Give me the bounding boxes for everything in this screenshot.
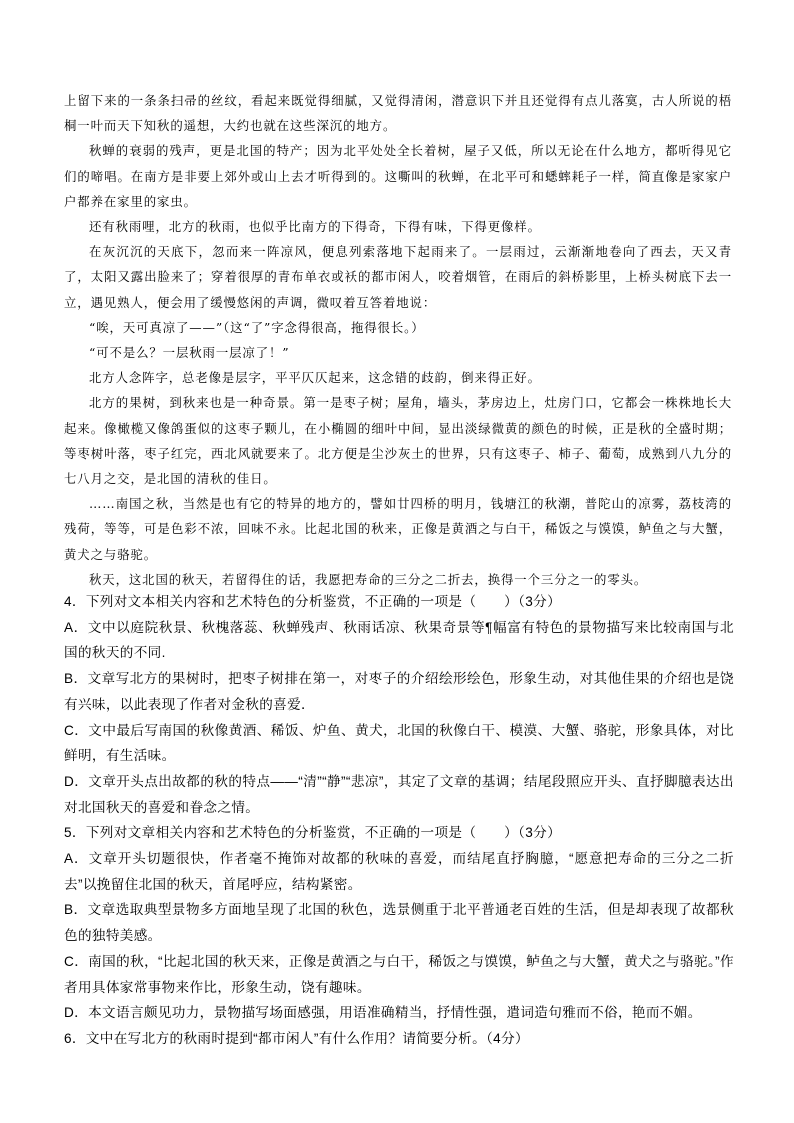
passage-paragraph: 在灰沉沉的天底下，忽而来一阵凉风，便息列索落地下起雨来了。一层雨过，云渐渐地卷向了西去，天又青了，太阳又露出脸来了；穿着很厚的青布单衣或袄的都市闲人，咬着烟管，在雨后的斜桥影里，上桥头树底下去一立，遇见熟人，便会用了缓慢悠闲的声调，微叹着互答着地说： bbox=[64, 244, 732, 310]
passage-paragraph: 上留下来的一条条扫帚的丝纹，看起来既觉得细腻，又觉得清闲，潜意识下并且还觉得有点儿落寞，古人所说的梧桐一叶而天下知秋的遥想，大约也就在这些深沉的地方。 bbox=[64, 93, 732, 134]
question-5-option-d: D．本文语言颇见功力，景物描写场面感强，用语准确精当，抒情性强，遣词造句雅而不俗，艳而不媚。 bbox=[64, 1005, 702, 1021]
question-4-option-d: D．文章开头点出故都的秋的特点——“清”“静”“悲凉”，其定了文章的基调；结尾段照应开头、直抒脚臆表达出对北国秋天的喜爱和眷念之情。 bbox=[64, 773, 734, 815]
passage-paragraph: “可不是么？一层秋雨一层凉了！” bbox=[89, 345, 290, 361]
passage-paragraph: 秋天，这北国的秋天，若留得住的话，我愿把寿命的三分之二折去，换得一个三分之一的零头。 bbox=[89, 571, 648, 587]
reading-passage bbox=[64, 88, 732, 592]
passage-paragraph: 还有秋雨哩，北方的秋雨，也似乎比南方的下得奇，下得有味，下得更像样。 bbox=[89, 219, 541, 235]
passage-paragraph: “唉，天可真凉了——”（这“了”字念得很高，拖得很长。） bbox=[89, 319, 425, 335]
question-section bbox=[64, 589, 734, 1052]
passage-paragraph: 北方的果树，到秋来也是一种奇景。第一是枣子树；屋角，墙头，茅房边上，灶房门口，它都会一株株地长大起来。像橄榄又像鸽蛋似的这枣子颗儿，在小椭圆的细叶中间，显出淡绿微黄的颜色的时候，正是秋的全盛时期；等枣树叶落，枣子红完，西北风就要来了。北方便是尘沙灰土的世界，只有这枣子、柿子、葡萄，成熟到八九分的七八月之交，是北国的清秋的佳日。 bbox=[64, 395, 732, 487]
question-4-option-c: C．文中最后写南国的秋像黄酒、稀饭、炉鱼、黄犬，北国的秋像白干、模漠、大蟹、骆驼，形象具体，对比鲜明，有生活味。 bbox=[64, 722, 734, 764]
question-5-option-c: C．南国的秋，“比起北国的秋天来，正像是黄酒之与白干，稀饭之与馍馍，鲈鱼之与大蟹，黄犬之与骆驼。”作者用具体家常事物来作比，形象生动，饶有趣味。 bbox=[64, 953, 734, 995]
passage-paragraph: 秋蝉的衰弱的残声，更是北国的特产；因为北平处处全长着树，屋子又低，所以无论在什么地方，都听得见它们的啼唱。在南方是非要上郊外或山上去才听得到的。这嘶叫的秋蝉，在北平可和蟋蟀耗子一样，简直像是家家户户都养在家里的家虫。 bbox=[64, 143, 732, 209]
question-5-stem: 5．下列对文章相关内容和艺术特色的分析鉴赏，不正确的一项是（ ）（3分） bbox=[64, 825, 562, 841]
question-4-option-b: B．文章写北方的果树时，把枣子树排在第一，对枣子的介绍绘形绘色，形象生动，对其他佳果的介绍也是饶有兴味，以此表现了作者对金秋的喜爱． bbox=[64, 671, 734, 712]
passage-paragraph: 北方人念阵字，总老像是层字，平平仄仄起来，这念错的歧韵，倒来得正好。 bbox=[89, 370, 541, 386]
question-5-option-b: B．文章选取典型景物多方面地呈现了北国的秋色，选景侧重于北平普通老百姓的生活，但是却表现了故都秋色的独特美感。 bbox=[64, 902, 734, 944]
passage-paragraph: ……南国之秋，当然是也有它的特异的地方的，譬如廿四桥的明月，钱塘江的秋潮，普陀山的凉雾，荔枝湾的残荷，等等，可是色彩不浓，回味不永。比起北国的秋来，正像是黄酒之与白干，稀饭之与馍馍，鲈鱼之与大蟹，黄犬之与骆驼。 bbox=[64, 496, 732, 562]
question-4-stem: 4．下列对文本相关内容和艺术特色的分析鉴赏，不正确的一项是（ ）（3分） bbox=[64, 594, 562, 609]
question-5-option-a: A．文章开头切题很快，作者毫不掩饰对故都的秋味的喜爱，而结尾直抒胸臆，“愿意把寿命的三分之二折去”以挽留住北国的秋天，首尾呼应，结构紧密。 bbox=[64, 851, 734, 892]
question-4-option-a: A．文中以庭院秋景、秋槐落蕊、秋蝉残声、秋雨话凉、秋果奇景等¶幅富有特色的景物描写来比较南国与北国的秋天的不同. bbox=[64, 619, 734, 661]
question-6-stem: 6．文中在写北方的秋雨时提到“都市闲人”有什么作用？请简要分析。（4分） bbox=[64, 1030, 529, 1046]
